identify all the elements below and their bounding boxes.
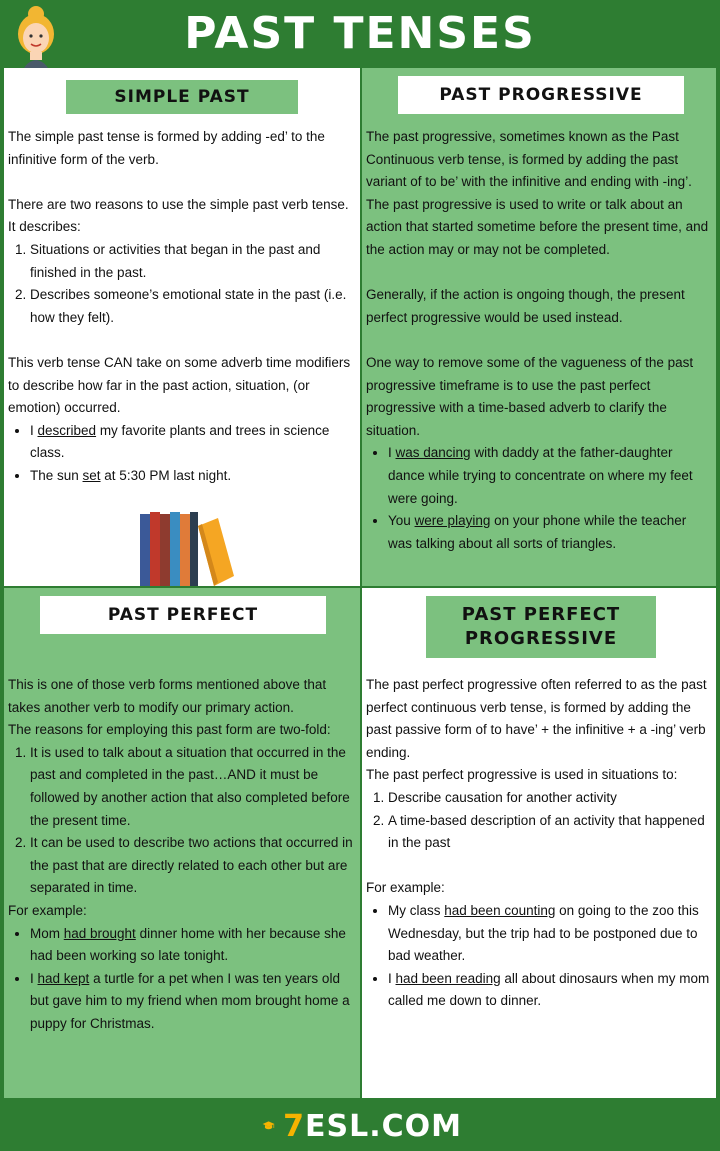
past-perfect-panel — [4, 588, 360, 1098]
list-item: 1. Describe causation for another activity — [388, 787, 712, 810]
site-logo — [262, 1106, 462, 1146]
underlined-verb: had brought — [63, 925, 136, 941]
underlined-verb: had been counting — [444, 902, 556, 918]
past-perfect-progressive-for-example: For example: — [366, 880, 445, 896]
list-item: • I had kept a turtle for a pet when I was ten years old but gave him to my friend when mom brought home a puppy for Christmas. — [30, 968, 356, 1036]
emphasis-can: CAN — [104, 354, 133, 370]
list-item: • I was dancing with daddy at the father-daughter dance while trying to concentrate on where my feet were going. — [388, 442, 712, 510]
underlined-verb: had been reading — [395, 970, 501, 986]
simple-past-reasons-list — [8, 239, 356, 329]
list-item: 1. It is used to talk about a situation that occurred in the past and completed in the past…AND it must be followed by another action that also completed before the present time. — [30, 742, 356, 832]
list-item: • I had been reading all about dinosaurs when my mom called me down to dinner. — [388, 968, 712, 1013]
past-perfect-examples — [8, 923, 356, 1036]
past-perfect-progressive-examples — [366, 900, 712, 1013]
underlined-verb: set — [82, 467, 101, 483]
past-progressive-note: Generally, if the action is ongoing though, the present perfect progressive would be used instead. — [366, 287, 685, 325]
past-perfect-definition: This is one of those verb forms mentioned above that takes another verb to modify our primary action. — [8, 677, 327, 715]
past-perfect-body — [8, 674, 356, 1036]
underlined-verb: was dancing — [395, 445, 471, 461]
simple-past-definition: The simple past tense is formed by adding -ed’ to the infinitive form of the verb. — [8, 129, 325, 167]
underlined-verb: had kept — [37, 970, 90, 986]
past-perfect-progressive-definition: The past perfect progressive often referred to as the past perfect continuous verb tense, is formed by adding the past passive form of to have’ + the infinitive + a -ing’ verb ending. — [366, 677, 707, 760]
past-progressive-examples — [366, 442, 712, 555]
logo-accent: 7 — [283, 1108, 305, 1144]
past-perfect-progressive-usage: The past perfect progressive is used in situations to: — [366, 767, 678, 783]
past-perfect-reasons-list — [8, 742, 356, 900]
simple-past-panel — [4, 68, 360, 586]
graduation-cap-icon — [262, 1110, 275, 1142]
past-perfect-progressive-label: PAST PERFECT PROGRESSIVE — [426, 596, 656, 658]
past-perfect-progressive-body — [366, 674, 712, 1013]
underlined-verb: described — [37, 422, 97, 438]
list-item: 2. It can be used to describe two actions that occurred in the past that are directly related to each other but are separated in time. — [30, 832, 356, 900]
past-progressive-label: PAST PROGRESSIVE — [398, 76, 684, 114]
list-item: 2. A time-based description of an activity that happened in the past — [388, 810, 712, 855]
logo-wordmark: ESL.COM — [305, 1108, 462, 1144]
header-bar — [0, 0, 720, 68]
books-icon — [136, 506, 236, 586]
page-title: PAST TENSES — [184, 8, 536, 59]
past-perfect-reasons-intro: The reasons for employing this past form are two-fold: — [8, 722, 331, 738]
simple-past-modifiers: This verb tense CAN take on some adverb time modifiers to describe how far in the past action, situation, (or emotion) occurred. — [8, 354, 351, 416]
past-perfect-progressive-panel — [362, 588, 716, 1098]
past-progressive-definition: The past progressive, sometimes known as the Past Continuous verb tense, is formed by adding the past variant of to be’ with the infinitive and ending with -ing’. The past progressive is used to write or talk about an action that started sometime before the present time, and the action may or may not be completed. — [366, 129, 709, 257]
past-perfect-for-example: For example: — [8, 902, 87, 918]
past-progressive-panel — [362, 68, 716, 586]
simple-past-examples — [8, 420, 356, 488]
list-item: • Mom had brought dinner home with her because she had been working so late tonight. — [30, 923, 356, 968]
list-item: 1. Situations or activities that began in the past and finished in the past. — [30, 239, 356, 284]
simple-past-body — [8, 126, 356, 488]
list-item: • My class had been counting on going to the zoo this Wednesday, but the trip had to be postponed due to bad weather. — [388, 900, 712, 968]
simple-past-reasons-intro: There are two reasons to use the simple past verb tense. It describes: — [8, 196, 349, 235]
underlined-verb: were playing — [414, 513, 491, 529]
past-perfect-label: PAST PERFECT — [40, 596, 326, 634]
list-item: • I described my favorite plants and trees in science class. — [30, 420, 356, 465]
list-item: • The sun set at 5:30 PM last night. — [30, 465, 356, 488]
simple-past-label: SIMPLE PAST — [66, 80, 298, 114]
list-item: 2. Describes someone’s emotional state in the past (i.e. how they felt). — [30, 284, 356, 329]
past-progressive-clarify: One way to remove some of the vagueness of the past progressive timeframe is to use the past perfect progressive with a time-based adverb to clarify the situation. — [366, 354, 694, 438]
past-perfect-progressive-usage-list — [366, 787, 712, 855]
past-progressive-body — [366, 126, 712, 555]
list-item: • You were playing on your phone while the teacher was talking about all sorts of triangles. — [388, 510, 712, 555]
